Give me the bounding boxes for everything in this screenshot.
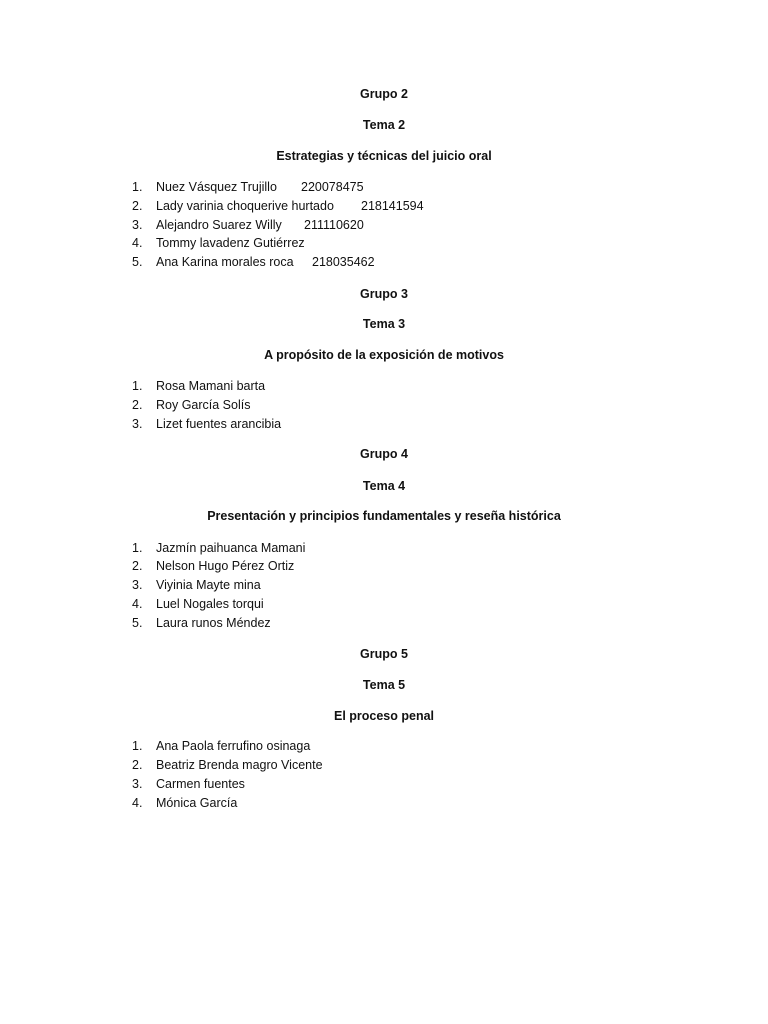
- group-heading: Grupo 5: [360, 647, 408, 661]
- member-name: Carmen fuentes: [156, 777, 245, 791]
- group-heading: Grupo 2: [360, 87, 408, 101]
- student-code: 218035462: [312, 255, 375, 269]
- member-name: Mónica García: [156, 796, 238, 810]
- item-number: 1.: [132, 739, 143, 753]
- member-name: Nuez Vásquez Trujillo: [156, 180, 277, 194]
- topic-title: A propósito de la exposición de motivos: [264, 348, 504, 362]
- item-number: 4.: [132, 597, 143, 611]
- item-number: 1.: [132, 541, 143, 555]
- item-number: 2.: [132, 398, 143, 412]
- member-name: Alejandro Suarez Willy: [156, 218, 282, 232]
- item-number: 3.: [132, 578, 143, 592]
- student-code: 218141594: [361, 199, 424, 213]
- item-number: 5.: [132, 255, 143, 269]
- item-number: 3.: [132, 777, 143, 791]
- topic-title: Presentación y principios fundamentales y reseña histórica: [207, 509, 561, 523]
- member-name: Lady varinia choquerive hurtado: [156, 199, 334, 213]
- member-name: Viyinia Mayte mina: [156, 578, 261, 592]
- member-name: Laura runos Méndez: [156, 616, 271, 630]
- topic-title: El proceso penal: [333, 709, 435, 723]
- student-code: 211110620: [304, 218, 364, 232]
- member-name: Ana Karina morales roca: [156, 255, 294, 269]
- member-name: Tommy lavadenz Gutiérrez: [156, 236, 305, 250]
- topic-heading: Tema 3: [362, 317, 406, 331]
- topic-heading: Tema 5: [362, 678, 406, 692]
- group-heading: Grupo 3: [360, 287, 408, 301]
- item-number: 5.: [132, 616, 143, 630]
- member-name: Nelson Hugo Pérez Ortiz: [156, 559, 295, 573]
- item-number: 2.: [132, 199, 143, 213]
- group-heading: Grupo 4: [360, 447, 408, 461]
- topic-title: Estrategias y técnicas del juicio oral: [276, 149, 492, 163]
- member-name: Jazmín paihuanca Mamani: [156, 541, 306, 555]
- member-name: Roy García Solís: [156, 398, 251, 412]
- member-name: Luel Nogales torqui: [156, 597, 264, 611]
- item-number: 2.: [132, 559, 143, 573]
- member-name: Ana Paola ferrufino osinaga: [156, 739, 311, 753]
- item-number: 4.: [132, 796, 143, 810]
- topic-heading: Tema 4: [362, 479, 406, 493]
- member-name: Rosa Mamani barta: [156, 379, 266, 393]
- member-name: Beatriz Brenda magro Vicente: [156, 758, 323, 772]
- item-number: 3.: [132, 218, 143, 232]
- item-number: 1.: [132, 379, 143, 393]
- item-number: 4.: [132, 236, 143, 250]
- member-name: Lizet fuentes arancibia: [156, 417, 282, 431]
- student-code: 220078475: [301, 180, 364, 194]
- topic-heading: Tema 2: [362, 118, 406, 132]
- item-number: 3.: [132, 417, 143, 431]
- item-number: 2.: [132, 758, 143, 772]
- item-number: 1.: [132, 180, 143, 194]
